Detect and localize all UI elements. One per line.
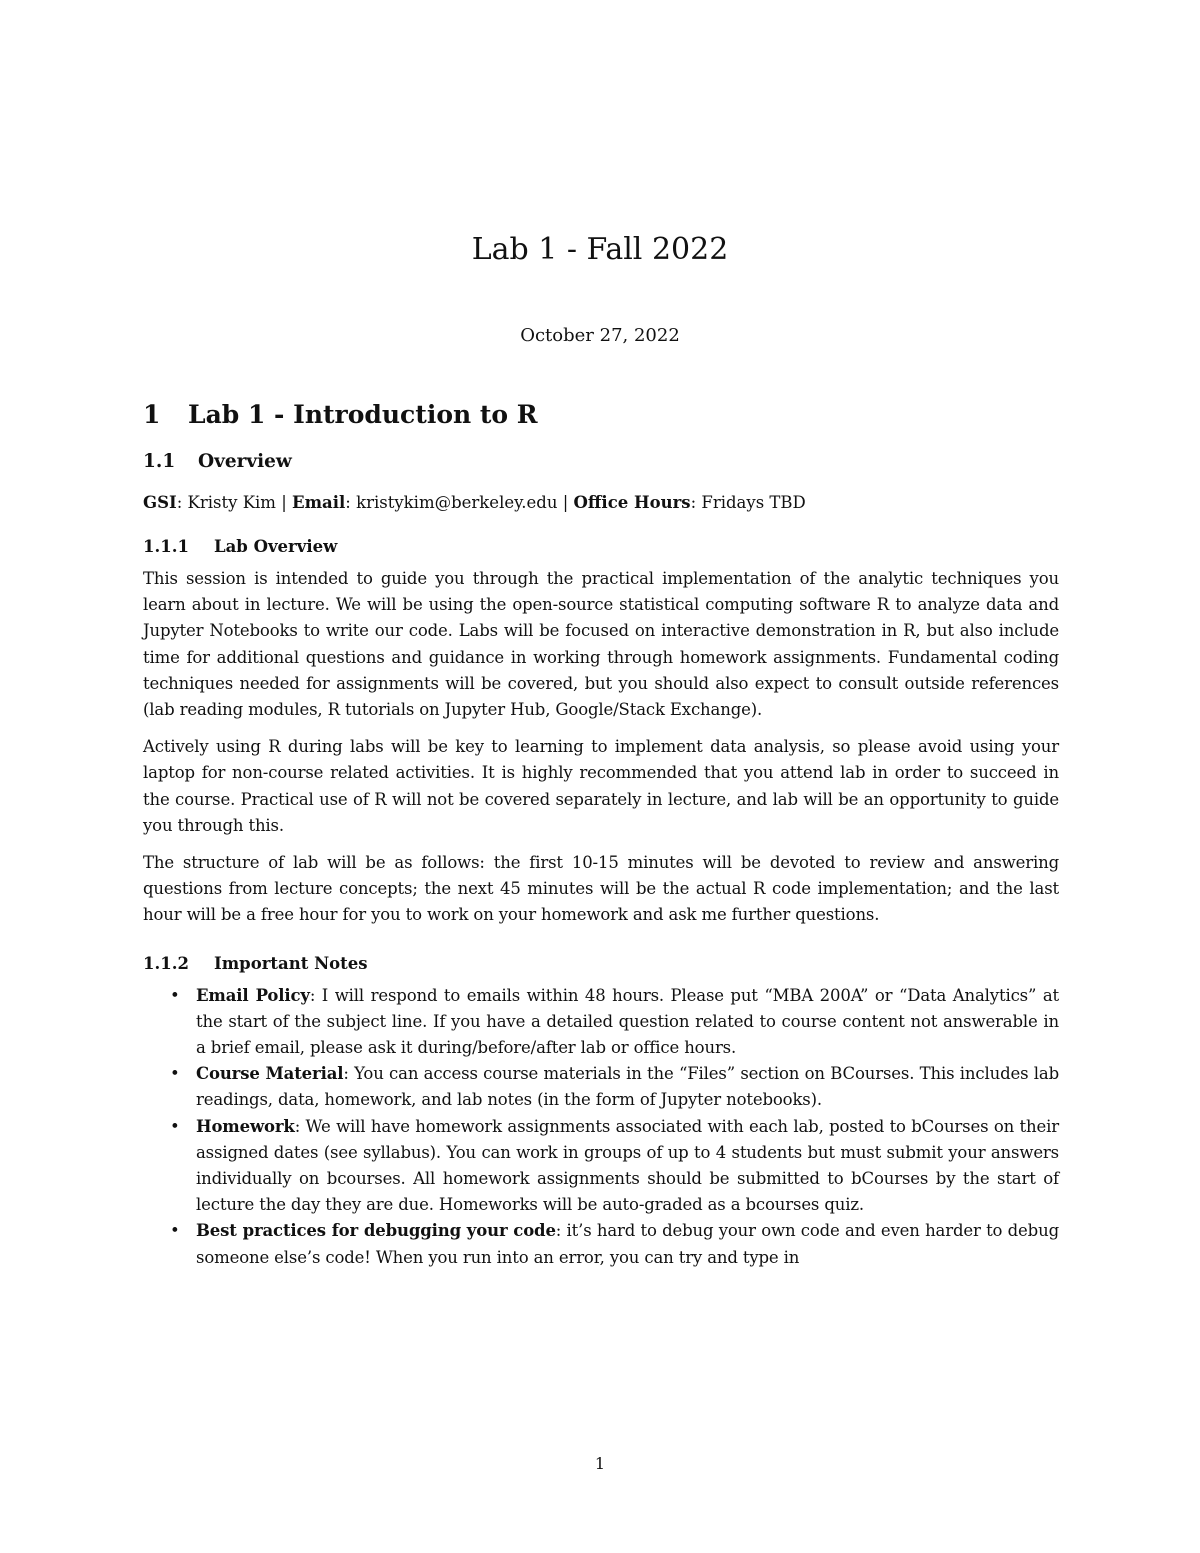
subsubsection-heading <box>143 951 1059 977</box>
subsubsection-title: Lab Overview <box>214 537 338 556</box>
bullet-icon: • <box>170 985 180 1005</box>
contact-separator: | <box>281 493 287 512</box>
paragraph: Actively using R during labs will be key to learning to implement data analysis, so please avoid using your laptop for non-course related activities. It is highly recommended that you attend lab in order to succeed in the course. Practical use of R will not be covered separately in lecture, and lab will be an opportunity to guide you through this. <box>143 737 1059 835</box>
bullet-icon: • <box>170 1064 180 1084</box>
item-label: Email Policy <box>196 985 310 1005</box>
subsection-number: 1.1 <box>143 451 176 472</box>
paragraph: This session is intended to guide you through the practical implementation of the analytic techniques you learn about in lecture. We will be using the open-source statistical computing software R to analyze data and Jupyter Notebooks to write our code. Labs will be focused on interactive demonstration in R, but also include time for additional questions and guidance in working through homework assignments. Fundamental coding techniques needed for assignments will be covered, but you should also expect to consult outside references (lab reading modules, R tutorials on Jupyter Hub, Google/Stack Exchange). <box>143 569 1059 720</box>
item-label: Course Material <box>196 1064 344 1084</box>
item-text: We will have homework assignments associated with each lab, posted to bCourses on their assigned dates (see syllabus). You can work in groups of up to 4 students but must submit your answers individually on bcourses. All homework assignments should be submitted to bCourses by the start of lecture the day they are due. Homeworks will be auto-graded as a bcourses quiz. <box>196 1116 1059 1215</box>
document-body <box>143 392 1059 1271</box>
document-title: Lab 1 - Fall 2022 <box>471 232 729 267</box>
office-hours-label: Office Hours <box>573 493 691 512</box>
item-text: You can access course materials in the “Files” section on BCourses. This includes lab readings, data, homework, and lab notes (in the form of Jupyter notebooks). <box>196 1064 1059 1110</box>
paragraph: The structure of lab will be as follows: the first 10-15 minutes will be devoted to review and answering questions from lecture concepts; the next 45 minutes will be the actual R code implementation; and the last hour will be a free hour for you to work on your homework and ask me further questions. <box>143 853 1059 925</box>
subsubsection-number: 1.1.1 <box>143 537 189 556</box>
subsubsection-title: Important Notes <box>214 953 368 973</box>
email-label: Email <box>292 493 346 512</box>
document-date: October 27, 2022 <box>520 325 680 346</box>
subsubsection-number: 1.1.2 <box>143 953 189 973</box>
item-label: Best practices for debugging your code <box>196 1221 556 1241</box>
item-text: I will respond to emails within 48 hours. Please put “MBA 200A” or “Data Analytics” at the start of the subject line. If you have a detailed question related to course content not answerable in a brief email, please ask it during/before/after lab or office hours. <box>196 985 1059 1058</box>
list-item: • Course Material: You can access course materials in the “Files” section on BCourses. This includes lab readings, data, homework, and lab notes (in the form of Jupyter notebooks). <box>143 1061 1059 1113</box>
email-value: kristykim@berkeley.edu <box>356 493 558 512</box>
bullet-icon: • <box>170 1116 180 1136</box>
notes-list <box>143 983 1059 1271</box>
subsection-title: Overview <box>198 451 292 472</box>
list-item: • Email Policy: I will respond to emails within 48 hours. Please put “MBA 200A” or “Data Analytics” at the start of the subject line. If you have a detailed question related to course content not answerable in a brief email, please ask it during/before/after lab or office hours. <box>143 983 1059 1062</box>
page-number: 1 <box>594 1454 606 1473</box>
item-label: Homework <box>196 1116 295 1136</box>
section-title: Lab 1 - Introduction to R <box>188 400 538 429</box>
title-block <box>0 230 1200 270</box>
gsi-label: GSI <box>143 493 177 512</box>
list-item: • Best practices for debugging your code: it’s hard to debug your own code and even harder to debug someone else’s code! When you run into an error, you can try and type in <box>143 1218 1059 1270</box>
item-text: it’s hard to debug your own code and even harder to debug someone else’s code! When you run into an error, you can try and type in <box>196 1221 1059 1267</box>
subsection-heading <box>143 448 1059 476</box>
subsubsection-heading <box>143 534 1059 560</box>
office-hours-value: Fridays TBD <box>701 493 806 512</box>
contact-separator: | <box>562 493 569 512</box>
section-number: 1 <box>143 400 161 429</box>
bullet-icon: • <box>170 1221 180 1241</box>
section-heading <box>143 392 1059 438</box>
contact-line: GSI: Kristy Kim | Email: kristykim@berkeley.edu | Office Hours: Fridays TBD <box>143 493 806 512</box>
gsi-value: Kristy Kim <box>187 493 276 512</box>
list-item: • Homework: We will have homework assignments associated with each lab, posted to bCourses on their assigned dates (see syllabus). You can work in groups of up to 4 students but must submit your answers individually on bcourses. All homework assignments should be submitted to bCourses by the start of lecture the day they are due. Homeworks will be auto-graded as a bcourses quiz. <box>143 1114 1059 1219</box>
